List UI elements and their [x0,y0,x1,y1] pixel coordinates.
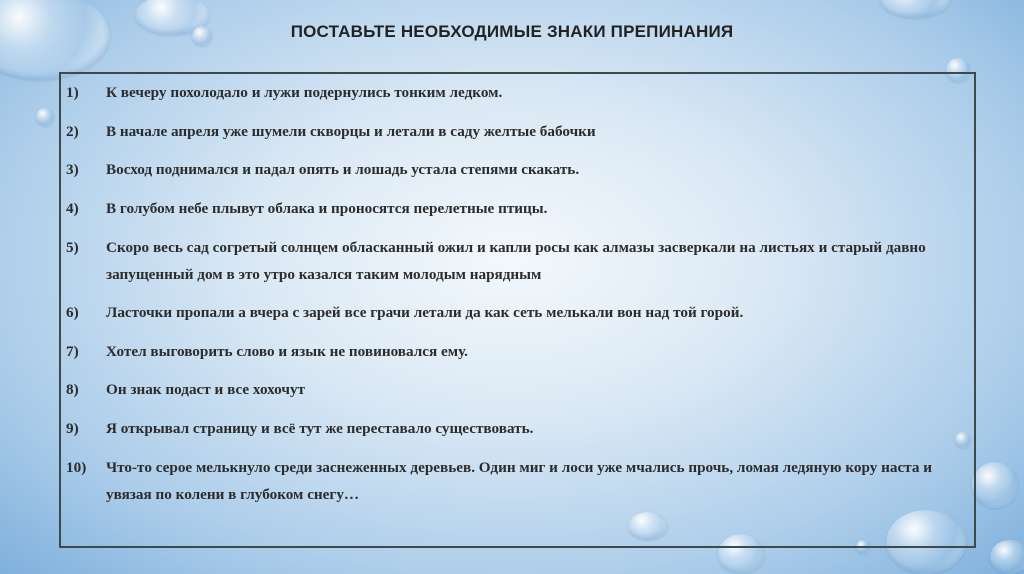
item-text: Он знак подаст и все хохочут [106,381,306,398]
item-text: К вечеру похолодало и лужи подернулись тонким ледком. [106,84,503,101]
water-drop-icon [880,0,950,18]
item-text: Ласточки пропали а вчера с зарей все грачи летали да как сеть мелькали вон над той горой. [106,304,744,321]
item-number: 7) [66,343,79,360]
item-text: В голубом небе плывут облака и проносятся перелетные птицы. [106,200,548,217]
item-text: Я открывал страницу и всё тут же переставало существовать. [106,420,534,437]
item-number: 3) [66,161,79,178]
item-number: 6) [66,304,79,321]
item-text: Скоро весь сад согретый солнцем обласканный ожил и капли росы как алмазы засверкали на листьях и старый давно запущенный дом в это утро казался таким молодым нарядным [106,239,926,283]
item-text: Что-то серое мелькнуло среди заснеженных деревьев. Один миг и лоси уже мчались прочь, ломая ледяную кору наста и увязая по колени в глубоком снегу… [106,459,932,503]
slide-title: ПОСТАВЬТЕ НЕОБХОДИМЫЕ ЗНАКИ ПРЕПИНАНИЯ [290,22,734,41]
item-number: 9) [66,420,79,437]
item-number: 1) [66,84,79,101]
water-drop-icon [990,540,1024,574]
water-drop-icon [972,462,1018,508]
item-number: 5) [66,239,79,256]
water-drop-icon [36,108,54,126]
item-number: 8) [66,381,79,398]
item-text: Восход поднимался и падал опять и лошадь устала степями скакать. [106,161,580,178]
item-number: 2) [66,123,79,140]
item-text: Хотел выговорить слово и язык не повиновался ему. [106,343,468,360]
item-number: 4) [66,200,79,217]
item-number: 10) [66,459,87,476]
item-text: В начале апреля уже шумели скворцы и летали в саду желтые бабочки [106,123,596,140]
